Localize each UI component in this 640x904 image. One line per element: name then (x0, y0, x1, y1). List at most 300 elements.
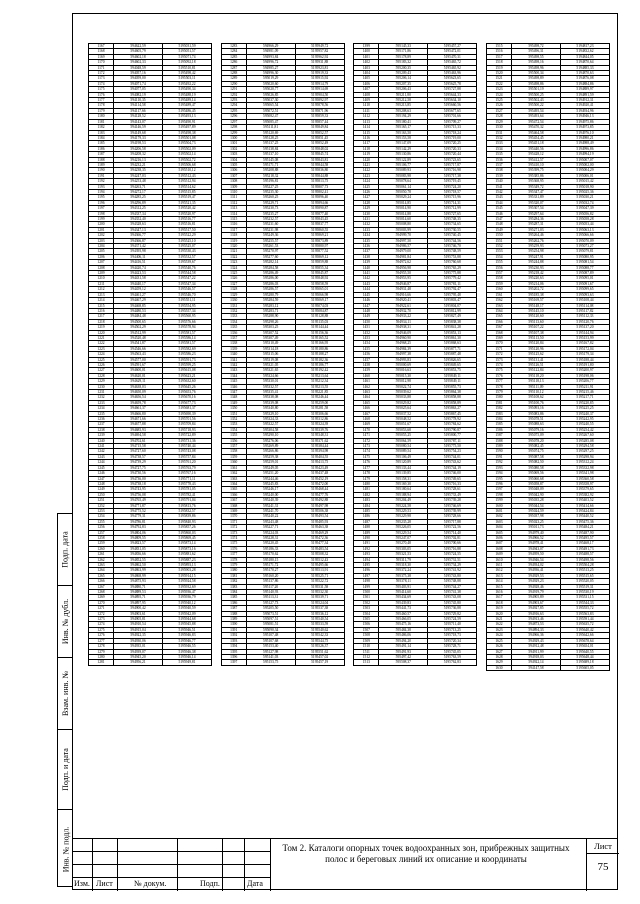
coord-x: 595508,37 (379, 660, 428, 665)
coord-y: 5195240,37 (560, 411, 609, 416)
coord-x: 595065,54 (246, 103, 295, 108)
coord-x: 594927,85 (511, 606, 560, 611)
coord-y: 5195712,99 (428, 206, 477, 211)
coord-x: 595227,25 (246, 184, 295, 189)
coord-y: 5195297,25 (560, 449, 609, 454)
coord-x: 595107,38 (511, 330, 560, 335)
coord-y: 5195733,49 (428, 492, 477, 497)
coord-y: 5195853,13 (428, 330, 477, 335)
coord-x: 595498,72 (511, 44, 560, 49)
point-number: 1468 (354, 417, 379, 422)
coord-y: 5195714,31 (428, 200, 477, 205)
coord-y: 5194946,13 (560, 114, 609, 119)
coord-y: 5195800,77 (428, 433, 477, 438)
coord-x: 595439,83 (379, 600, 428, 605)
side-cell (58, 658, 73, 730)
coord-table-2 (221, 43, 345, 666)
coord-x: 595025,64 (379, 406, 428, 411)
coord-y: 5195512,43 (295, 557, 344, 562)
coord-x: 595122,84 (511, 368, 560, 373)
coord-y: 5195172,04 (560, 346, 609, 351)
coord-x: 595229,53 (379, 508, 428, 513)
coord-y: 5195743,08 (428, 595, 477, 600)
point-number: 1238 (89, 427, 114, 432)
coord-y: 5195745,05 (428, 649, 477, 654)
coord-x: 594459,12 (114, 287, 163, 292)
point-number: 1268 (89, 590, 114, 595)
point-number: 1546 (486, 211, 511, 216)
coord-x: 595180,64 (379, 487, 428, 492)
coord-x: 595019,29 (246, 76, 295, 81)
coord-x: 594520,48 (114, 335, 163, 340)
coord-y: 5195504,73 (163, 141, 212, 146)
coord-x: 595321,05 (246, 362, 295, 367)
coord-y: 5195864,38 (428, 390, 477, 395)
coord-y: 5195860,03 (163, 530, 212, 535)
coord-y: 5195437,48 (295, 471, 344, 476)
coord-y: 5195394,98 (295, 449, 344, 454)
coord-y: 5195837,77 (295, 222, 344, 227)
coord-y: 5195135,03 (295, 319, 344, 324)
coord-y: 5195153,99 (560, 335, 609, 340)
point-number: 1298 (221, 125, 246, 130)
coord-x: 594738,18 (114, 481, 163, 486)
coord-y: 5195845,87 (295, 271, 344, 276)
coord-x: 594247,03 (114, 173, 163, 178)
point-number: 1292 (221, 92, 246, 97)
point-number: 1324 (221, 265, 246, 270)
point-number: 1348 (221, 395, 246, 400)
coord-x: 595108,62 (511, 395, 560, 400)
coord-x: 595220,45 (246, 541, 295, 546)
coord-x: 595139,85 (379, 471, 428, 476)
coord-x: 595231,60 (246, 222, 295, 227)
coord-y: 5195859,33 (295, 114, 344, 119)
coord-y: 5195784,62 (428, 422, 477, 427)
coord-x: 594147,58 (511, 665, 560, 670)
coord-y: 5195743,80 (428, 573, 477, 578)
coord-x: 595078,51 (511, 417, 560, 422)
point-number: 1377 (221, 552, 246, 557)
coord-y: 5195070,09 (560, 238, 609, 243)
coord-x: 595089,93 (379, 168, 428, 173)
coord-x: 595282,14 (246, 260, 295, 265)
coord-x: 595180,41 (379, 119, 428, 124)
coord-x: 595061,14 (379, 184, 428, 189)
coord-y: 5195722,56 (428, 525, 477, 530)
point-number: 1371 (221, 519, 246, 524)
coord-y: 5195551,11 (163, 298, 212, 303)
coord-y: 5195640,42 (560, 627, 609, 632)
coord-y: 5195073,27 (560, 244, 609, 249)
point-number: 1186 (89, 146, 114, 151)
side-cell (58, 586, 73, 658)
coord-y: 5195839,86 (163, 514, 212, 519)
point-number: 1478 (354, 471, 379, 476)
coord-x: 595470,32 (511, 125, 560, 130)
coord-x: 594889,53 (114, 590, 163, 595)
coord-y: 5195080,95 (560, 254, 609, 259)
side-label-orig-inv: Инв. № подл. (61, 826, 70, 872)
point-number: 1580 (486, 395, 511, 400)
coord-y: 5195591,44 (560, 617, 609, 622)
coord-y: 5195221,85 (295, 390, 344, 395)
point-number: 1250 (89, 492, 114, 497)
coord-y: 5195526,37 (295, 644, 344, 649)
coord-x: 595330,01 (246, 379, 295, 384)
point-number: 1262 (89, 557, 114, 562)
coord-y: 5195404,55 (295, 454, 344, 459)
point-number: 1205 (89, 249, 114, 254)
coord-x: 594956,21 (114, 660, 163, 665)
coord-y: 5195557,34 (163, 308, 212, 313)
coord-x: 595131,41 (511, 357, 560, 362)
coord-x: 595280,79 (246, 292, 295, 297)
coord-x: 595081,51 (246, 622, 295, 627)
coord-x: 595142,29 (379, 146, 428, 151)
coord-y: 5195472,00 (295, 481, 344, 486)
coord-x: 595029,24 (379, 195, 428, 200)
coord-y: 5195530,43 (163, 249, 212, 254)
coord-y: 5195717,38 (428, 173, 477, 178)
point-number: 1612 (486, 568, 511, 573)
point-number: 1170 (89, 60, 114, 65)
point-number: 1447 (354, 303, 379, 308)
coord-y: 5195741,38 (428, 590, 477, 595)
point-number: 1489 (354, 530, 379, 535)
coord-y: 5195051,57 (163, 49, 212, 54)
coord-x: 595329,10 (246, 411, 295, 416)
coord-y: 5195516,81 (163, 222, 212, 227)
point-number: 1520 (486, 71, 511, 76)
coord-x: 595023,25 (511, 519, 560, 524)
point-number: 1272 (89, 611, 114, 616)
coord-y: 5195465,92 (428, 65, 477, 70)
coord-x: 595335,41 (246, 390, 295, 395)
coord-x: 595283,12 (246, 303, 295, 308)
coord-y: 5195765,29 (428, 265, 477, 270)
coord-x: 595318,30 (379, 563, 428, 568)
point-number: 1274 (89, 622, 114, 627)
point-number: 1376 (221, 546, 246, 551)
coord-x: 595372,24 (379, 568, 428, 573)
coord-y: 5195741,92 (428, 568, 477, 573)
point-number: 1388 (221, 611, 246, 616)
coord-y: 5195206,77 (560, 379, 609, 384)
point-number: 1529 (486, 119, 511, 124)
coord-y: 5195486,45 (163, 108, 212, 113)
coord-x: 595158,31 (379, 476, 428, 481)
point-number: 1401 (354, 54, 379, 59)
coord-x: 595014,88 (379, 211, 428, 216)
coord-x: 594685,93 (114, 427, 163, 432)
point-number: 1407 (354, 87, 379, 92)
coord-x: 594996,72 (246, 60, 295, 65)
coord-y: 5195877,52 (295, 249, 344, 254)
coord-x: 595125,62 (511, 352, 560, 357)
coord-x: 595315,06 (246, 352, 295, 357)
point-number: 1508 (354, 633, 379, 638)
coord-x: 595204,49 (379, 498, 428, 503)
point-number: 1220 (89, 330, 114, 335)
coord-y: 5194885,33 (560, 65, 609, 70)
coord-y: 5195120,76 (560, 319, 609, 324)
point-number: 1176 (89, 92, 114, 97)
coord-x: 595339,08 (246, 400, 295, 405)
point-number: 1581 (486, 400, 511, 405)
coord-y: 5195832,57 (163, 508, 212, 513)
point-number: 1603 (486, 519, 511, 524)
coord-y: 5195032,74 (560, 200, 609, 205)
coord-x: 595147,09 (379, 141, 428, 146)
coord-y: 5195762,83 (428, 660, 477, 665)
coord-y: 5195487,90 (560, 530, 609, 535)
table-column (486, 43, 610, 773)
point-number: 1500 (354, 590, 379, 595)
coord-x: 595230,93 (511, 265, 560, 270)
point-number: 1219 (89, 325, 114, 330)
point-number: 1530 (486, 125, 511, 130)
coord-x: 595498,86 (511, 81, 560, 86)
coord-y: 5195547,22 (163, 276, 212, 281)
coord-y: 5195946,38 (163, 649, 212, 654)
point-number: 1294 (221, 103, 246, 108)
point-number: 1275 (89, 627, 114, 632)
coord-y: 5195513,91 (295, 568, 344, 573)
point-number: 1172 (89, 71, 114, 76)
coord-x: 595259,38 (246, 454, 295, 459)
coord-y: 5195502,72 (163, 157, 212, 162)
coord-x: 595495,54 (511, 108, 560, 113)
coord-y: 5195778,92 (428, 417, 477, 422)
coord-y: 5195079,81 (560, 249, 609, 254)
point-number: 1445 (354, 292, 379, 297)
coord-y: 5195198,06 (560, 373, 609, 378)
point-number: 1382 (221, 579, 246, 584)
point-number: 1344 (221, 373, 246, 378)
coord-y: 5195463,96 (428, 71, 477, 76)
coord-y: 5195615,08 (163, 368, 212, 373)
coord-y: 5195522,72 (295, 579, 344, 584)
table-row (89, 660, 212, 665)
point-number: 1562 (486, 298, 511, 303)
coord-x: 594981,09 (246, 49, 295, 54)
point-number: 1509 (354, 638, 379, 643)
coord-x: 594347,13 (114, 227, 163, 232)
point-number: 1325 (221, 271, 246, 276)
point-number: 1234 (89, 406, 114, 411)
coord-y: 5195605,05 (560, 665, 609, 670)
coord-x: 595214,06 (511, 281, 560, 286)
coord-y: 5195728,61 (428, 487, 477, 492)
coord-x: 594966,36 (511, 633, 560, 638)
coord-x: 595338,08 (246, 395, 295, 400)
point-number: 1197 (89, 206, 114, 211)
coord-x: 594792,83 (114, 525, 163, 530)
coord-y: 5195424,84 (560, 508, 609, 513)
point-number: 1310 (221, 189, 246, 194)
coord-y: 5194884,86 (560, 81, 609, 86)
coord-y: 5195452,19 (295, 476, 344, 481)
coord-x: 594253,48 (114, 179, 163, 184)
coord-y: 5195581,57 (163, 341, 212, 346)
point-number: 1223 (89, 346, 114, 351)
coord-x: 594930,06 (114, 638, 163, 643)
point-number: 1536 (486, 157, 511, 162)
point-number: 1320 (221, 244, 246, 249)
coord-y: 5195843,45 (295, 217, 344, 222)
point-number: 1304 (221, 157, 246, 162)
coord-y: 5195457,19 (295, 660, 344, 665)
coord-x: 595235,27 (246, 211, 295, 216)
coord-table-3 (353, 43, 477, 666)
coord-x: 595500,25 (511, 92, 560, 97)
coord-x: 595127,73 (246, 600, 295, 605)
coord-x: 595015,30 (379, 373, 428, 378)
coord-x: 595020,60 (246, 81, 295, 86)
table-row (354, 660, 477, 665)
coord-y: 5195006,01 (560, 173, 609, 178)
coord-y: 5194976,10 (560, 130, 609, 135)
coord-x: 595331,89 (511, 195, 560, 200)
coord-x: 595137,10 (246, 152, 295, 157)
coord-y: 5195540,76 (163, 265, 212, 270)
coord-y: 5195267,60 (560, 433, 609, 438)
coord-x: 594702,61 (114, 438, 163, 443)
point-number: 1215 (89, 303, 114, 308)
point-number: 1180 (89, 114, 114, 119)
point-number: 1476 (354, 460, 379, 465)
point-number: 1625 (486, 638, 511, 643)
coord-x: 595120,96 (511, 346, 560, 351)
coord-x: 594077,05 (114, 87, 163, 92)
coord-y: 5195724,55 (428, 552, 477, 557)
coord-x: 595229,71 (246, 200, 295, 205)
coord-y: 5195128,88 (295, 314, 344, 319)
point-number: 1374 (221, 535, 246, 540)
coord-x: 595320,07 (511, 200, 560, 205)
coord-x: 594730,56 (114, 471, 163, 476)
coord-x: 595153,40 (246, 644, 295, 649)
point-number: 1212 (89, 287, 114, 292)
coord-y: 5195868,63 (428, 341, 477, 346)
point-number: 1482 (354, 492, 379, 497)
point-number: 1618 (486, 600, 511, 605)
coord-y: 5194975,86 (560, 119, 609, 124)
table-column (88, 43, 212, 773)
point-number: 1494 (354, 557, 379, 562)
point-number: 1411 (354, 108, 379, 113)
coord-y: 5195546,70 (163, 292, 212, 297)
coord-x: 595500,34 (511, 71, 560, 76)
point-number: 1459 (354, 368, 379, 373)
coord-y: 5195867,45 (428, 411, 477, 416)
point-number: 1400 (354, 49, 379, 54)
coord-y: 5195734,65 (428, 222, 477, 227)
point-number: 1195 (89, 195, 114, 200)
coord-x: 595240,22 (246, 514, 295, 519)
coord-x: 595245,83 (246, 481, 295, 486)
point-number: 1266 (89, 579, 114, 584)
coord-y: 5195144,44 (295, 325, 344, 330)
point-number: 1527 (486, 108, 511, 113)
coord-x: 595083,98 (379, 173, 428, 178)
coord-y: 5195940,59 (163, 606, 212, 611)
point-number: 1386 (221, 600, 246, 605)
coord-x: 595160,20 (246, 573, 295, 578)
point-number: 1216 (89, 308, 114, 313)
coord-x: 595113,60 (511, 319, 560, 324)
coord-x: 595113,31 (246, 595, 295, 600)
coord-x: 595321,65 (246, 368, 295, 373)
point-number: 1408 (354, 92, 379, 97)
coord-x: 594622,59 (114, 44, 163, 49)
coord-x: 595208,88 (246, 168, 295, 173)
coord-x: 594912,48 (511, 644, 560, 649)
coord-y: 5195754,23 (428, 449, 477, 454)
coord-y: 5195634,10 (428, 98, 477, 103)
coord-y: 5195512,43 (163, 173, 212, 178)
point-number: 1539 (486, 173, 511, 178)
coord-x: 595118,20 (511, 373, 560, 378)
coord-y: 5195056,82 (560, 211, 609, 216)
point-number: 1351 (221, 411, 246, 416)
coord-x: 595206,43 (379, 87, 428, 92)
point-number: 1611 (486, 563, 511, 568)
coord-y: 5195709,84 (163, 422, 212, 427)
coord-x: 595073,51 (246, 611, 295, 616)
coord-x: 595122,89 (379, 157, 428, 162)
point-number: 1291 (221, 87, 246, 92)
coord-y: 5195298,94 (560, 454, 609, 459)
coord-x: 595078,64 (379, 179, 428, 184)
coord-y: 5195510,12 (163, 168, 212, 173)
coord-x: 595145,33 (379, 44, 428, 49)
point-number: 1410 (354, 103, 379, 108)
point-number: 1181 (89, 119, 114, 124)
point-number: 1523 (486, 87, 511, 92)
coord-x: 595209,43 (379, 71, 428, 76)
coord-y: 5195949,72 (295, 44, 344, 49)
coord-x: 595097,51 (246, 617, 295, 622)
point-number: 1455 (354, 346, 379, 351)
coord-y: 5195635,72 (560, 622, 609, 627)
coord-y: 5195962,92 (295, 54, 344, 59)
point-number: 1607 (486, 541, 511, 546)
point-number: 1327 (221, 281, 246, 286)
point-number: 1318 (221, 233, 246, 238)
coord-y: 5195508,32 (295, 552, 344, 557)
coord-x: 595082,47 (246, 114, 295, 119)
coord-y: 5195812,99 (428, 308, 477, 313)
coord-y: 5195709,27 (428, 119, 477, 124)
coord-x: 595498,55 (511, 54, 560, 59)
coord-y: 5195485,93 (295, 519, 344, 524)
coord-x: 594546,66 (114, 346, 163, 351)
coord-x: 595037,98 (511, 514, 560, 519)
side-cell (58, 730, 73, 810)
coord-x: 595254,98 (511, 249, 560, 254)
point-number: 1558 (486, 276, 511, 281)
coord-y: 5195727,88 (428, 87, 477, 92)
coord-y: 5195520,97 (163, 211, 212, 216)
point-number: 1254 (89, 514, 114, 519)
point-number: 1492 (354, 546, 379, 551)
coord-x: 594959,50 (511, 552, 560, 557)
coord-x: 595128,25 (246, 135, 295, 140)
point-number: 1597 (486, 487, 511, 492)
point-number: 1561 (486, 292, 511, 297)
